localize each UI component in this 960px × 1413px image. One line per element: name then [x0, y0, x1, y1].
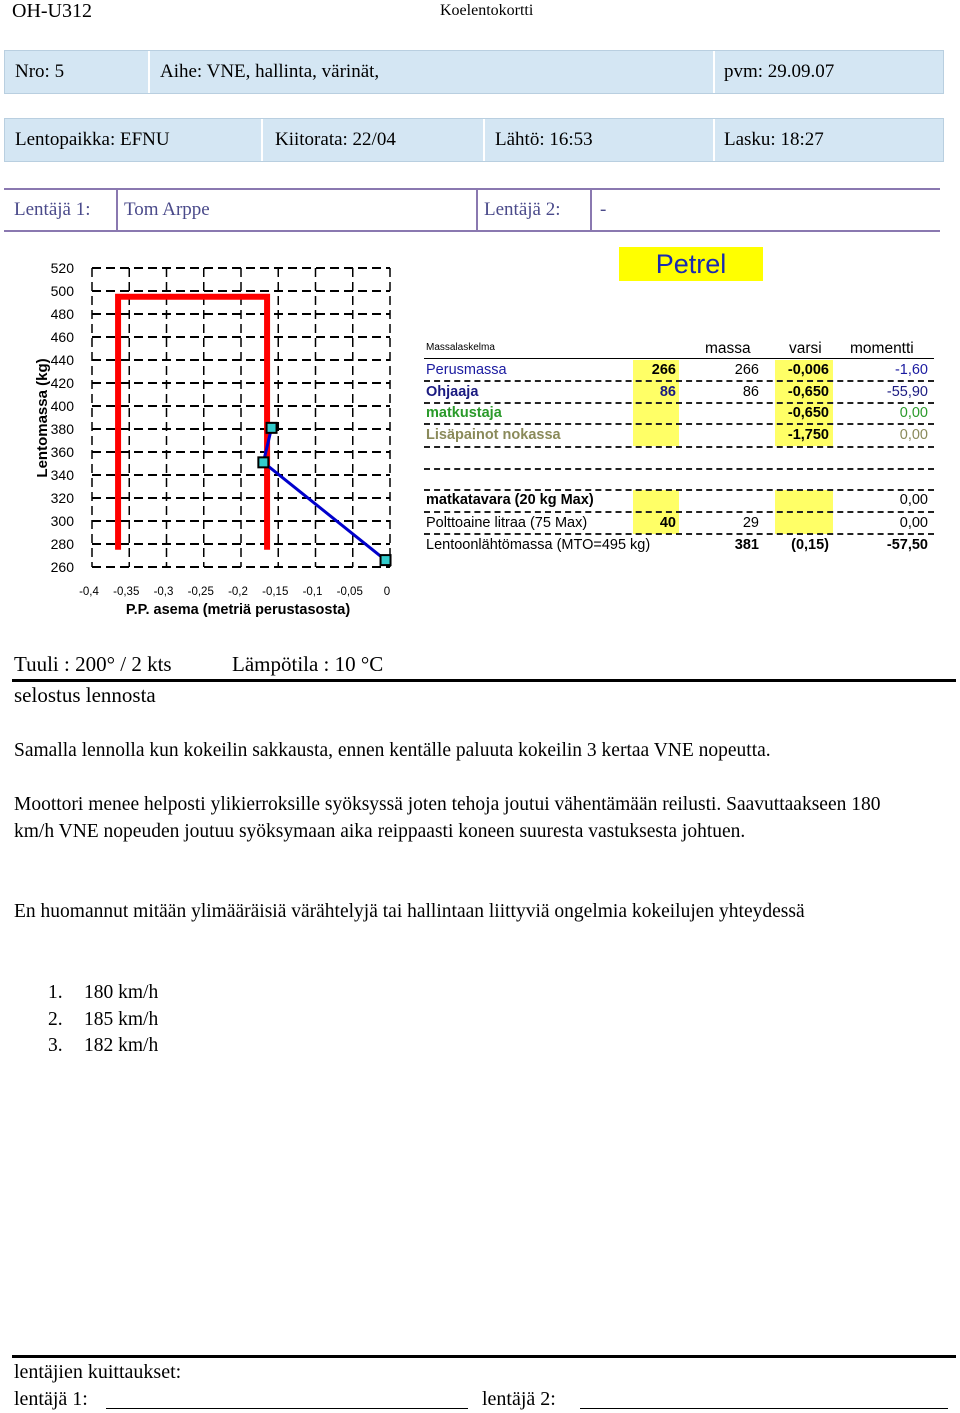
takeoff-massa: 381 [734, 537, 759, 553]
dashed-rule [424, 446, 934, 448]
signature-rule [12, 1355, 956, 1358]
separator [713, 51, 715, 93]
row-moment: 0,00 [899, 427, 928, 443]
col-massa: massa [705, 340, 751, 357]
loading-line [263, 428, 385, 560]
y-tick-label: 460 [50, 329, 74, 345]
x-tick-labels [79, 586, 390, 598]
x-tick-label: -0,15 [262, 586, 289, 598]
y-tick-label: 440 [50, 352, 74, 368]
dashed-rule [424, 468, 934, 470]
report-paragraph-2: Moottori menee helposti ylikierroksille syöksyssä joten tehoja joutui vähentämään reilusti. Saavuttaakseen 180 km/h VNE nopeuden joutuu syöksymaan aika reippaasti koneen suuresta vastuksesta johtuen. [14, 794, 881, 842]
row-moment: 0,00 [899, 405, 928, 421]
row-input: 266 [651, 362, 676, 378]
col-momentti: momentti [850, 340, 914, 357]
row-moment: -1,60 [894, 362, 928, 378]
nro-field: Nro: 5 [15, 61, 65, 82]
info-row-2 [4, 118, 944, 162]
info-row-1 [4, 50, 944, 94]
lentopaikka-field: Lentopaikka: EFNU [15, 129, 170, 150]
aihe-field: Aihe: VNE, hallinta, värinät, [160, 61, 380, 82]
fuel-moment: 0,00 [899, 515, 928, 531]
section-rule [12, 679, 956, 682]
signature-heading: lentäjien kuittaukset: [14, 1361, 182, 1383]
pilot1-label: Lentäjä 1: [14, 199, 91, 220]
y-tick-label: 480 [50, 306, 74, 322]
fuel-massa: 29 [742, 515, 759, 531]
fuel-label: Polttoaine litraa (75 Max) [426, 515, 588, 531]
row-input: 86 [659, 384, 676, 400]
separator [261, 119, 263, 161]
x-tick-label: 0 [383, 586, 391, 598]
signature-pilot2-label: lentäjä 2: [482, 1388, 556, 1410]
pilot2-name: - [600, 199, 607, 220]
takeoff-moment: -57,50 [886, 537, 928, 553]
y-tick-label: 260 [50, 559, 74, 575]
separator [476, 190, 478, 230]
weight-balance-chart [0, 255, 410, 625]
list-item: 3. 182 km/h [48, 1035, 159, 1056]
y-tick-label: 380 [50, 421, 74, 437]
row-varsi: -1,750 [787, 427, 829, 443]
row-label: Perusmassa [426, 362, 507, 378]
separator [148, 51, 150, 93]
y-tick-label: 280 [50, 536, 74, 552]
signature-pilot1-line[interactable] [106, 1408, 468, 1409]
temperature-field: Lämpötila : 10 °C [232, 652, 384, 676]
dashed-rule [424, 402, 934, 404]
row-varsi: -0,650 [787, 405, 829, 421]
y-tick-label: 500 [50, 283, 74, 299]
data-point [267, 423, 277, 433]
x-tick-label: -0,1 [302, 586, 323, 598]
wind-field: Tuuli : 200° / 2 kts [14, 652, 172, 676]
pilot2-label: Lentäjä 2: [484, 199, 561, 220]
y-tick-label: 340 [50, 467, 74, 483]
separator [590, 190, 592, 230]
x-tick-label: -0,3 [153, 586, 174, 598]
data-point [381, 555, 391, 565]
y-tick-labels [51, 260, 75, 575]
takeoff-varsi: (0,15) [791, 537, 829, 553]
list-item: 2. 185 km/h [48, 1008, 159, 1030]
col-varsi: varsi [789, 340, 822, 357]
x-tick-label: -0,35 [113, 586, 140, 598]
row-massa: 266 [734, 362, 759, 378]
report-paragraph-3: En huomannut mitään ylimääräisiä värähtelyjä tai hallintaan liittyviä ongelmia kokeilujen yhteydessä [14, 901, 805, 922]
row-label: Ohjaaja [426, 384, 479, 400]
x-tick-label: -0,25 [187, 586, 214, 598]
y-tick-label: 400 [50, 398, 74, 414]
table-title: Massalaskelma [426, 342, 495, 353]
speed-list [48, 980, 158, 1060]
lahto-field: Lähtö: 16:53 [495, 129, 593, 150]
y-axis-label: Lentomassa (kg) [34, 358, 51, 478]
pilot1-name: Tom Arppe [124, 199, 210, 220]
row-moment: -55,90 [886, 384, 928, 400]
dashed-rule [424, 489, 934, 491]
y-tick-label: 520 [50, 260, 74, 276]
aircraft-name: Petrel [619, 247, 763, 281]
takeoff-label: Lentoonlähtömassa (MTO=495 kg) [426, 537, 651, 553]
registration: OH-U312 [12, 0, 92, 22]
y-tick-label: 320 [50, 490, 74, 506]
report-heading: selostus lennosta [14, 683, 156, 707]
row-varsi: -0,006 [787, 362, 829, 378]
y-tick-label: 360 [50, 444, 74, 460]
list-item: 1. 180 km/h [48, 982, 159, 1003]
x-tick-label: -0,2 [228, 586, 248, 598]
document-title: Koelentokortti [440, 2, 534, 19]
dashed-rule [424, 511, 934, 513]
dashed-rule [424, 380, 934, 382]
dashed-rule [424, 533, 934, 535]
signature-pilot1-label: lentäjä 1: [14, 1388, 88, 1410]
row-label: Lisäpainot nokassa [426, 427, 561, 443]
pvm-field: pvm: 29.09.07 [724, 61, 835, 82]
x-tick-label: -0,05 [336, 586, 363, 598]
y-tick-label: 420 [50, 375, 74, 391]
pilots-row [4, 188, 940, 232]
data-point [258, 457, 268, 467]
row-varsi: -0,650 [787, 384, 829, 400]
x-tick-label: -0,4 [79, 586, 99, 598]
reserve-label: matkatavara (20 kg Max) [426, 492, 594, 508]
separator [116, 190, 118, 230]
dashed-rule [424, 423, 934, 425]
report-paragraph-1: Samalla lennolla kun kokeilin sakkausta, ennen kentälle paluuta kokeilin 3 kertaa VNE nopeutta. [14, 740, 771, 761]
row-label: matkustaja [426, 405, 502, 421]
x-axis-label: P.P. asema (metriä perustasosta) [125, 602, 351, 618]
row-massa: 86 [742, 384, 759, 400]
cg-envelope-line [118, 297, 267, 550]
y-tick-label: 300 [50, 513, 74, 529]
lasku-field: Lasku: 18:27 [724, 129, 824, 150]
fuel-input: 40 [659, 515, 676, 531]
kiitorata-field: Kiitorata: 22/04 [275, 129, 396, 150]
signature-pilot2-line[interactable] [580, 1408, 948, 1409]
separator [483, 119, 485, 161]
separator [713, 119, 715, 161]
chart-grid [92, 268, 390, 567]
reserve-moment: 0,00 [899, 492, 928, 508]
header-rule [424, 358, 934, 359]
